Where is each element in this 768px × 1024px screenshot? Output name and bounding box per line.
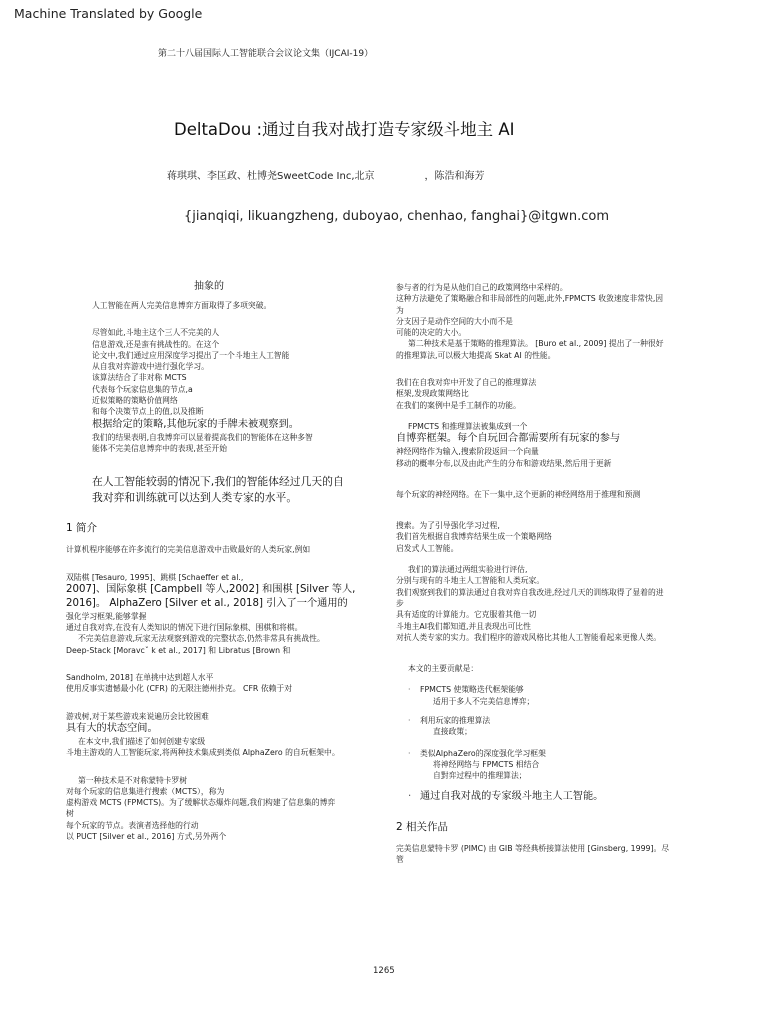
page-number: 1265 [373, 966, 395, 976]
proceedings-header: 第二十八届国际人工智能联合会议论文集（IJCAI-19） [158, 49, 374, 59]
body-line: 具有适度的计算能力。它克服着其他一切 [396, 610, 537, 620]
body-line: 为 [396, 305, 404, 315]
contribution-item-cont: 适用于多人不完美信息博弈； [433, 696, 535, 706]
body-line: 我们在自我对弈中开发了自己的推理算法 [396, 378, 537, 388]
paper-title: DeltaDou :通过自我对战打造专家级斗地主 AI [174, 120, 515, 139]
bullet-marker: · [408, 790, 412, 802]
intro-line: 2007]、国际象棋 [Campbell 等人,2002] 和围棋 [Silver 等人, [66, 583, 356, 595]
body-line: FPMCTS 和推理算法被集成到一个 [408, 421, 528, 431]
body-line: 每个玩家的神经网络。在下一集中,这个更新的神经网络用于推理和预测 [396, 489, 641, 499]
contribution-item: · FPMCTS 使策略迭代框架能够 [408, 685, 524, 695]
intro-line: 通过自我对弈,在没有人类知识的情况下进行国际象棋、围棋和将棋。 [66, 623, 303, 633]
contribution-item: · 利用玩家的推理算法 [408, 716, 491, 726]
body-line: 我们首先根据自我博弈结果生成一个策略网络 [396, 532, 552, 542]
intro-line: 游戏树,对于某些游戏来说遍历会比较困难 [66, 711, 209, 721]
abstract-heading: 抽象的 [194, 281, 224, 292]
body-line: 我们观察到我们的算法通过自我对弈自我改进,经过几天的训练取得了显着的进 [396, 587, 664, 597]
abstract-line: 在人工智能较弱的情况下,我们的智能体经过几天的自 [92, 475, 344, 489]
contributions-heading: 本文的主要贡献是： [408, 664, 479, 674]
abstract-line: 根据给定的策略,其他玩家的手牌未被观察到。 [92, 418, 299, 430]
body-line: 这种方法避免了策略融合和非局部性的问题,此外,FPMCTS 收敛速度非常快,因 [396, 294, 664, 304]
intro-line: 不完美信息游戏,玩家无法观察到游戏的完整状态,仍然非常具有挑战性。 [78, 634, 325, 644]
body-line: 可能的决定的大小。 [396, 328, 467, 338]
body-line: 框架,发现政策网络比 [396, 389, 469, 399]
intro-line: 具有大的状态空间。 [66, 722, 158, 734]
intro-line: 使用反事实遗憾最小化 (CFR) 的无限注德州扑克。 CFR 依赖于对 [66, 684, 293, 694]
intro-line: 斗地主游戏的人工智能玩家,将两种技术集成到类似 AlphaZero 的自玩框架中。 [66, 748, 340, 758]
body-line: 第二种技术是基于策略的推理算法。 [Buro et al., 2009] 提出了一种很好 [408, 339, 664, 349]
abstract-line: 和每个决策节点上的值,以及推断 [92, 407, 204, 417]
intro-line: Deep-Stack [Moravcˇ k et al., 2017] 和 Libratus [Brown 和 [66, 645, 291, 655]
bullet-marker: · [408, 748, 411, 758]
intro-line: 以 PUCT [Silver et al., 2016] 方式,另外两个 [66, 832, 227, 842]
intro-line: 双陆棋 [Tesauro, 1995]、跳棋 [Schaeffer et al., [66, 572, 244, 582]
intro-line: 在本文中,我们描述了如何创建专家级 [78, 736, 206, 746]
contribution-item: · 通过自我对战的专家级斗地主人工智能。 [408, 790, 604, 802]
intro-line: 虚构游戏 MCTS (FPMCTS)。为了缓解状态爆炸问题,我们构建了信息集的博弈 [66, 798, 336, 808]
abstract-line: 能体不完美信息博弈中的表现,甚至开始 [92, 443, 228, 453]
body-line: 对抗人类专家的实力。我们程序的游戏风格比其他人工智能看起来更像人类。 [396, 632, 662, 642]
abstract-line: 尽管如此,斗地主这个三人不完美的人 [92, 328, 220, 338]
intro-line: 计算机程序能够在许多流行的完美信息游戏中击败最好的人类玩家,例如 [66, 545, 311, 555]
bullet-marker: · [408, 685, 411, 695]
bullet-marker: · [408, 716, 411, 726]
intro-line: 对每个玩家的信息集进行搜索（MCTS），称为 [66, 786, 225, 796]
abstract-line: 代表每个玩家信息集的节点,a [92, 384, 193, 394]
machine-translation-banner: Machine Translated by Google [14, 6, 203, 21]
contribution-item-cont: 自對弈过程中的推理算法； [433, 771, 527, 781]
abstract-line: 近似策略的策略价值网络 [92, 396, 178, 406]
abstract-line: 我对弈和训练就可以达到人类专家的水平。 [92, 490, 298, 504]
body-line: 启发式人工智能。 [396, 543, 459, 553]
abstract-line: 人工智能在两人完美信息博弈方面取得了多项突破。 [92, 301, 272, 310]
intro-line: 2016]。 AlphaZero [Silver et al., 2018] 引入了一个通用的 [66, 597, 348, 609]
intro-line: Sandholm, 2018] 在单挑中达到超人水平 [66, 673, 214, 683]
intro-line: 每个玩家的节点。表演者选择他的行动 [66, 820, 199, 830]
body-line: 参与者的行为是从他们自己的政策网络中采样的。 [396, 283, 568, 292]
contribution-item-cont: 直接政策； [433, 727, 472, 737]
intro-line: 树 [66, 809, 74, 819]
body-line: 管 [396, 854, 404, 864]
abstract-paragraph [66, 327, 371, 454]
contribution-item-cont: 将神经网络与 FPMCTS 相结合 [433, 759, 540, 769]
body-line: 自博弈框架。每个自玩回合都需要所有玩家的参与 [396, 433, 621, 445]
abstract-line: 论文中,我们通过应用深度学习提出了一个斗地主人工智能 [92, 350, 290, 360]
body-line: 在我们的案例中是手工制作的功能。 [396, 400, 521, 410]
abstract-paragraph [66, 474, 371, 505]
body-line: 斗地主AI我们都知道,并且表现出可比性 [396, 621, 531, 631]
body-line: 的推理算法,可以极大地提高 Skat AI 的性能。 [396, 350, 556, 360]
abstract-line: 该算法结合了非对称 MCTS [92, 373, 187, 383]
author-list: 蒋琪琪、李匡政、杜博尧SweetCode Inc,北京 ，陈浩和海芳 [167, 171, 485, 182]
body-line: 神经网络作为输入,搜索阶段返回一个向量 [396, 447, 539, 457]
abstract-line: 从自我对弈游戏中进行强化学习。 [92, 362, 209, 372]
section-heading-related: 2 相关作品 [396, 820, 449, 833]
contribution-list [396, 684, 706, 803]
intro-line: 第一种技术是不对称蒙特卡罗树 [78, 775, 188, 785]
body-line: 分支因子是动作空间的大小而不是 [396, 316, 513, 326]
abstract-line: 信息游戏,还是蛮有挑战性的。在这个 [92, 339, 220, 349]
left-column [66, 280, 371, 842]
body-line: 搜索。为了引导强化学习过程, [396, 521, 500, 531]
author-emails: {jianqiqi, likuangzheng, duboyao, chenhao, fanghai}@itgwn.com [184, 209, 610, 224]
contribution-item: · 类似AlphaZero的深度强化学习框架 [408, 748, 546, 758]
body-line: 完美信息蒙特卡罗 (PIMC) 由 GIB 等经典桥接算法使用 [Ginsberg, 1999]。尽 [396, 843, 670, 853]
abstract-line: 我们的结果表明,自我博弈可以显着提高我们的智能体在这种多智 [92, 432, 313, 442]
body-line: 移动的概率分布,以及由此产生的分布和游戏结果,然后用于更新 [396, 458, 612, 468]
intro-line: 强化学习框架,能够掌握 [66, 611, 147, 621]
right-column [396, 282, 706, 865]
body-line: 我们的算法通过两组实验进行评估, [408, 565, 528, 575]
body-line: 分别与现有的斗地主人工智能和人类玩家。 [396, 576, 545, 586]
body-line: 步 [396, 598, 404, 608]
section-heading-intro: 1 简介 [66, 522, 98, 535]
